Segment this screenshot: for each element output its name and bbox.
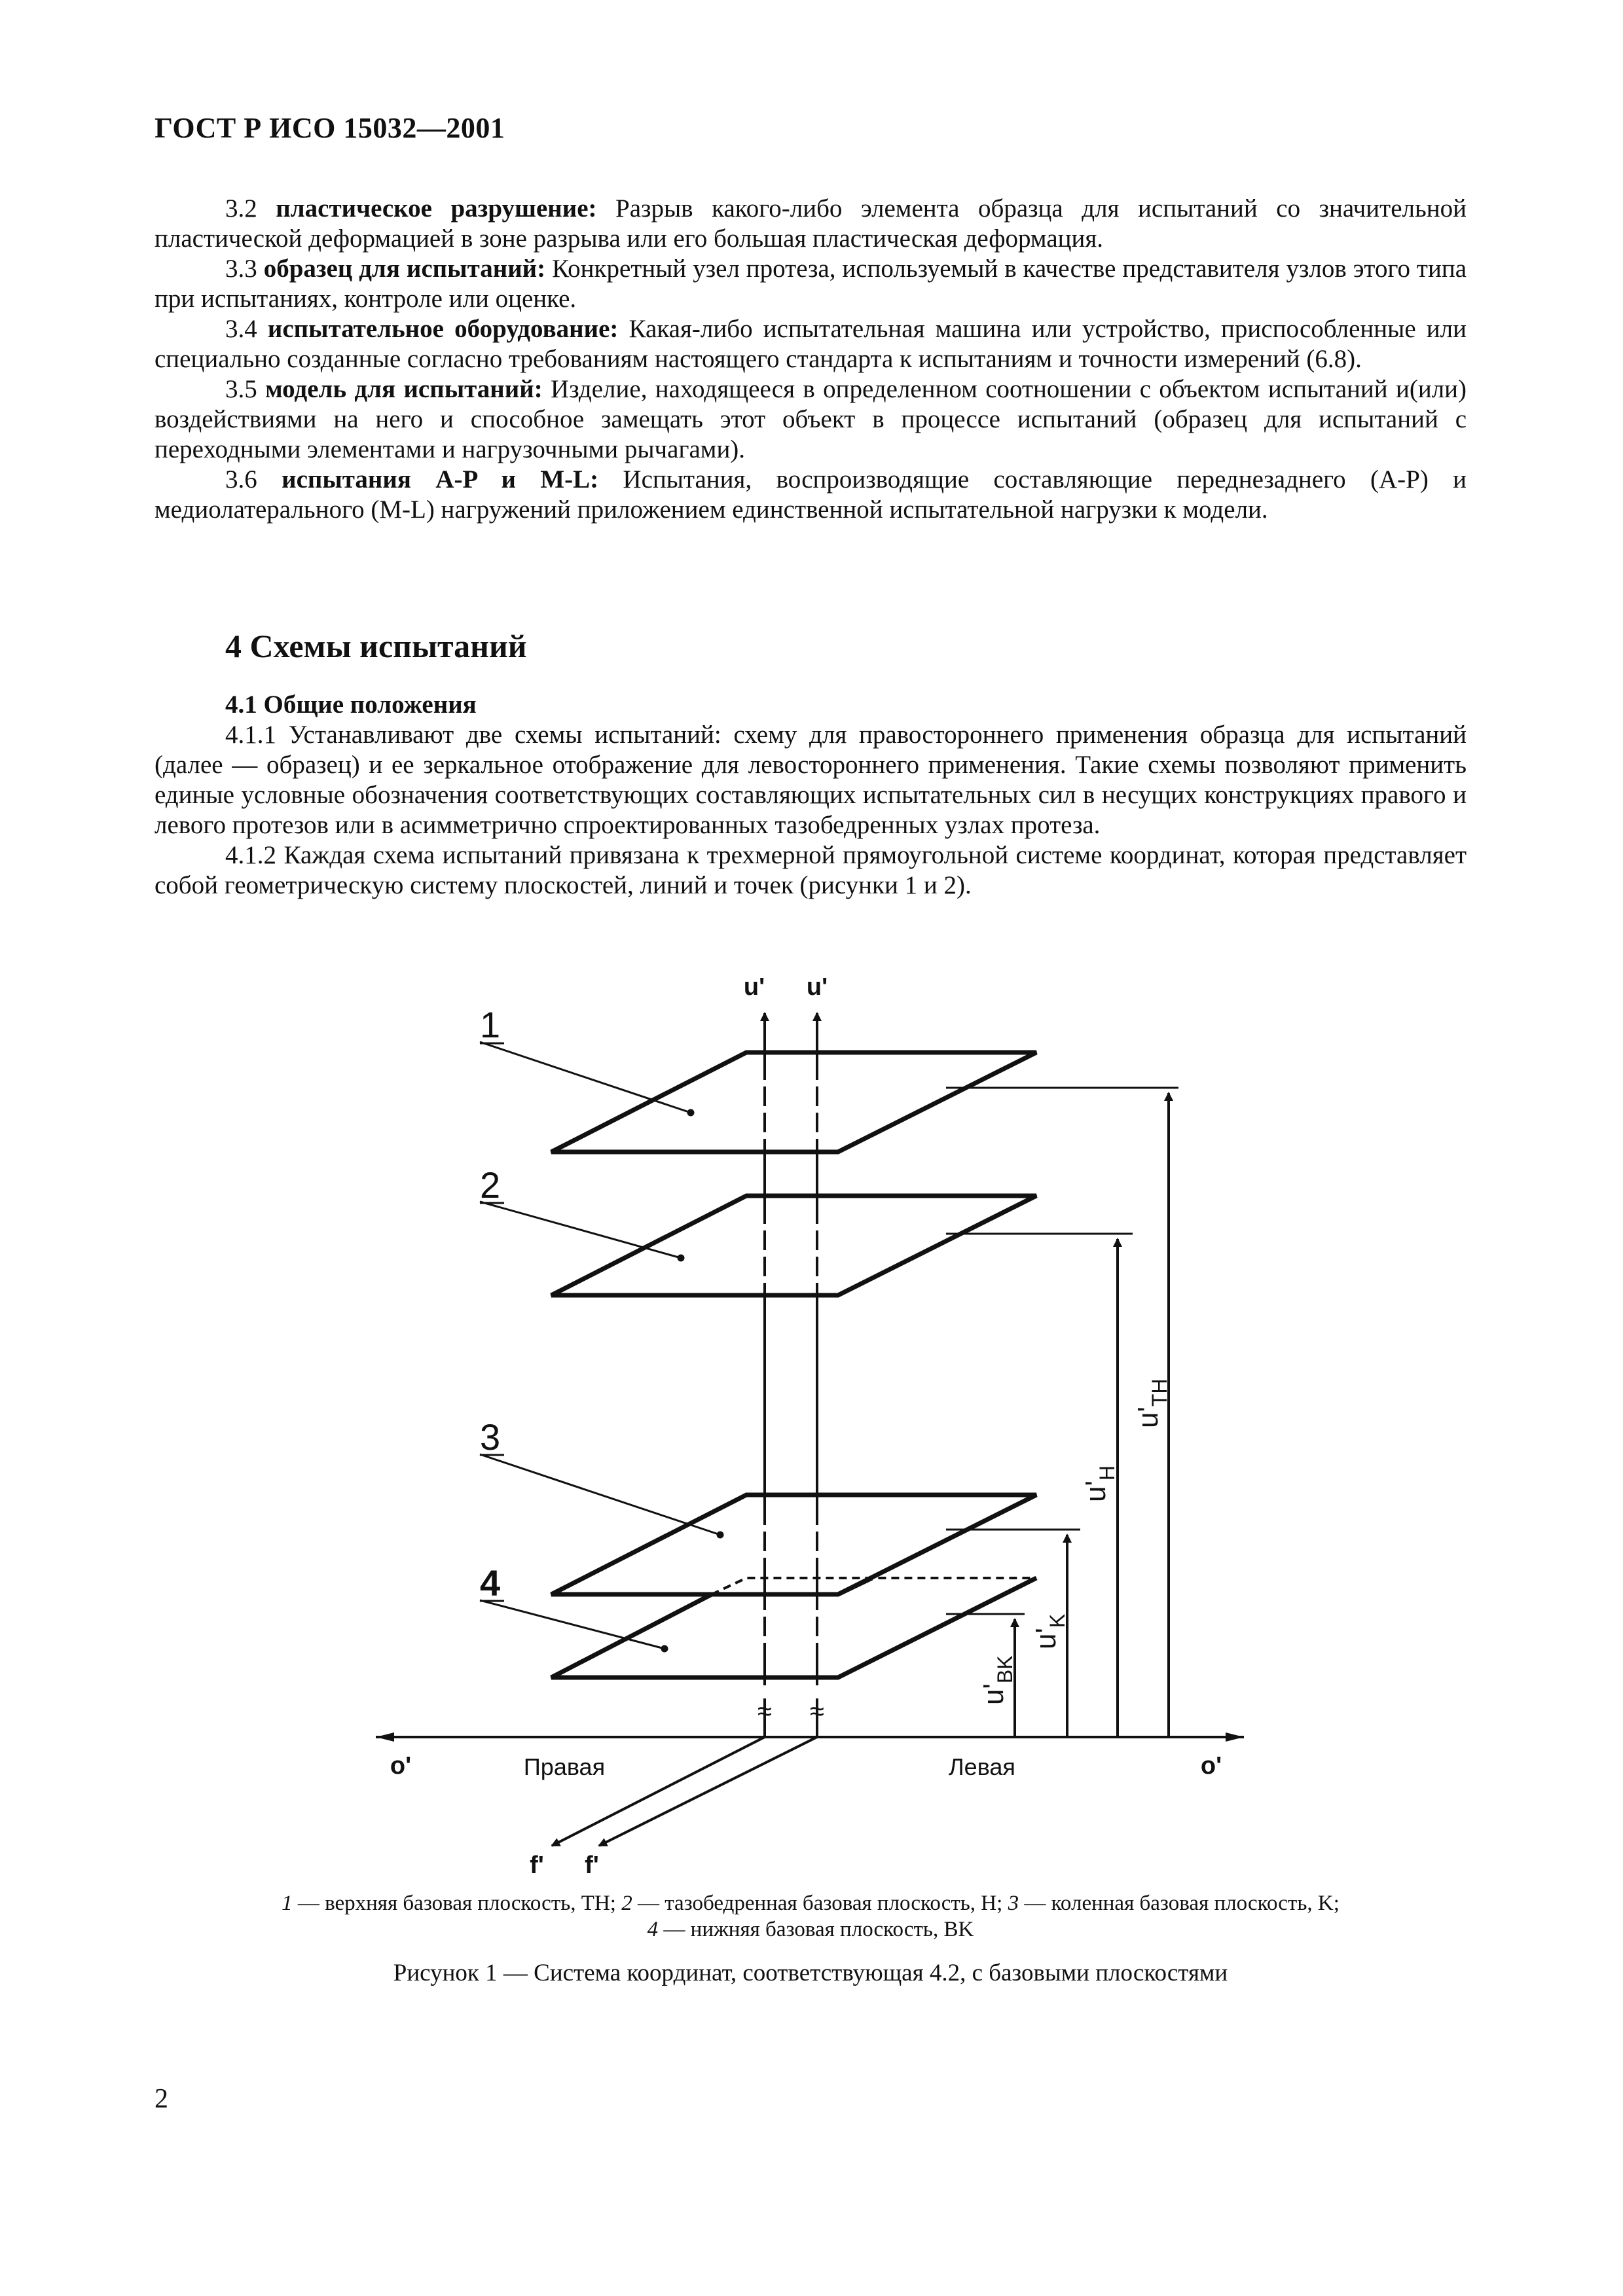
plane-number-1: 1	[480, 1004, 501, 1045]
plane-number-3: 3	[480, 1416, 501, 1458]
clause-text: Конкретный узел протеза, используемый в качестве представителя узлов этого типа при испытаниях, контроле или оценке.	[155, 255, 1467, 313]
legend-num: 2	[621, 1892, 632, 1915]
section-title: 4 Схемы испытаний	[225, 628, 527, 664]
clause-number: 3.6	[225, 465, 257, 493]
clause-text: Изделие, находящееся в определенном соотношении с объектом испытаний и(или) воздействиями на него и способное замещать этот объект в процессе испытаний (образец для испытаний с переходными элементами и нагрузочными рычагами).	[155, 375, 1467, 463]
side-left-label: Левая	[949, 1753, 1015, 1780]
axis-u-right-label: u'	[806, 973, 828, 1001]
dim-uTH-label: $u'_{TH}$	[1132, 1378, 1171, 1428]
paragraph-number: 4.1.1	[225, 721, 276, 749]
axis-f-right-label: f'	[585, 1852, 599, 1879]
figure-legend	[155, 1890, 1467, 1943]
clause-number: 3.3	[225, 255, 257, 283]
clause-term: испытательное оборудование:	[267, 315, 619, 343]
clause-term: пластическое разрушение:	[276, 194, 597, 223]
plane-2-hip	[551, 1196, 1036, 1295]
clause-term: образец для испытаний:	[263, 255, 546, 283]
side-right-label: Правая	[523, 1753, 606, 1780]
legend-line-1	[282, 1892, 1340, 1915]
clause-text: Испытания, воспроизводящие составляющие переднезаднего (A-P) и медиолатерального (M-L) нагружений приложением единственной испытательной нагрузки к модели.	[155, 465, 1467, 524]
axis-u-left-label: u'	[743, 973, 765, 1001]
clause-number: 3.2	[225, 194, 257, 223]
subsection-title: 4.1 Общие положения	[225, 691, 477, 719]
clause-text: Какая-либо испытательная машина или устройство, приспособленные или специально созданные согласно требованиям настоящего стандарта к испытаниям и точности измерений (6.8).	[155, 315, 1467, 373]
legend-line-2	[647, 1918, 974, 1941]
paragraph-number: 4.1.2	[225, 841, 276, 869]
clause-number: 3.4	[225, 315, 257, 343]
axis-o-left-label: o'	[390, 1752, 412, 1780]
page-number: 2	[155, 2084, 168, 2114]
plane-1-top	[551, 1052, 1036, 1152]
dim-uH-label: $u'_H$	[1080, 1465, 1119, 1502]
figure-caption: Рисунок 1 — Система координат, соответствующая 4.2, с базовыми плоскостями	[393, 1960, 1228, 1986]
axis-f-left-label: f'	[530, 1852, 544, 1879]
paragraph-text: Устанавливают две схемы испытаний: схему для правостороннего применения образца для испытаний (далее — образец) и ее зеркальное отображение для левостороннего применения. Такие схемы позволяют применить единые условные обозначения соответствующих составляющих испытательных сил в несущих конструкциях правого и левого протезов или в асимметрично спроектированных тазобедренных узлах протеза.	[155, 721, 1467, 839]
legend-text: — коленная базовая плоскость, K;	[1019, 1892, 1340, 1915]
plane-number-4: 4	[480, 1562, 501, 1604]
axis-f-right-line	[599, 1737, 817, 1846]
dim-uK-label: $u'_K$	[1030, 1613, 1069, 1649]
break-symbol-left: ≈	[757, 1697, 772, 1726]
plane-3-knee	[551, 1495, 1036, 1594]
plane-number-2: 2	[480, 1164, 501, 1206]
legend-num: 4	[647, 1918, 659, 1941]
legend-text: — тазобедренная базовая плоскость, H;	[632, 1892, 1008, 1915]
legend-num: 3	[1008, 1892, 1019, 1915]
axis-o-right-label: o'	[1200, 1752, 1222, 1780]
legend-text: — верхняя базовая плоскость, TH;	[292, 1892, 622, 1915]
clause-number: 3.5	[225, 375, 257, 403]
document-header: ГОСТ Р ИСО 15032—2001	[155, 112, 505, 144]
clause-term: испытания A-P и M-L:	[282, 465, 599, 493]
clause-text: Разрыв какого-либо элемента образца для испытаний со значительной пластической деформацией в зоне разрыва или его большая пластическая деформация.	[155, 194, 1467, 253]
paragraph-text: Каждая схема испытаний привязана к трехмерной прямоугольной системе координат, которая представляет собой геометрическую систему плоскостей, линий и точек (рисунки 1 и 2).	[155, 841, 1467, 899]
legend-text: — нижняя базовая плоскость, BK	[658, 1918, 974, 1941]
break-symbol-right: ≈	[810, 1697, 824, 1726]
plane-4-hidden-edge	[712, 1578, 1036, 1594]
dim-uBK-label: $u'_{BK}$	[977, 1655, 1017, 1705]
clause-term: модель для испытаний:	[265, 375, 543, 403]
legend-num: 1	[282, 1892, 293, 1915]
